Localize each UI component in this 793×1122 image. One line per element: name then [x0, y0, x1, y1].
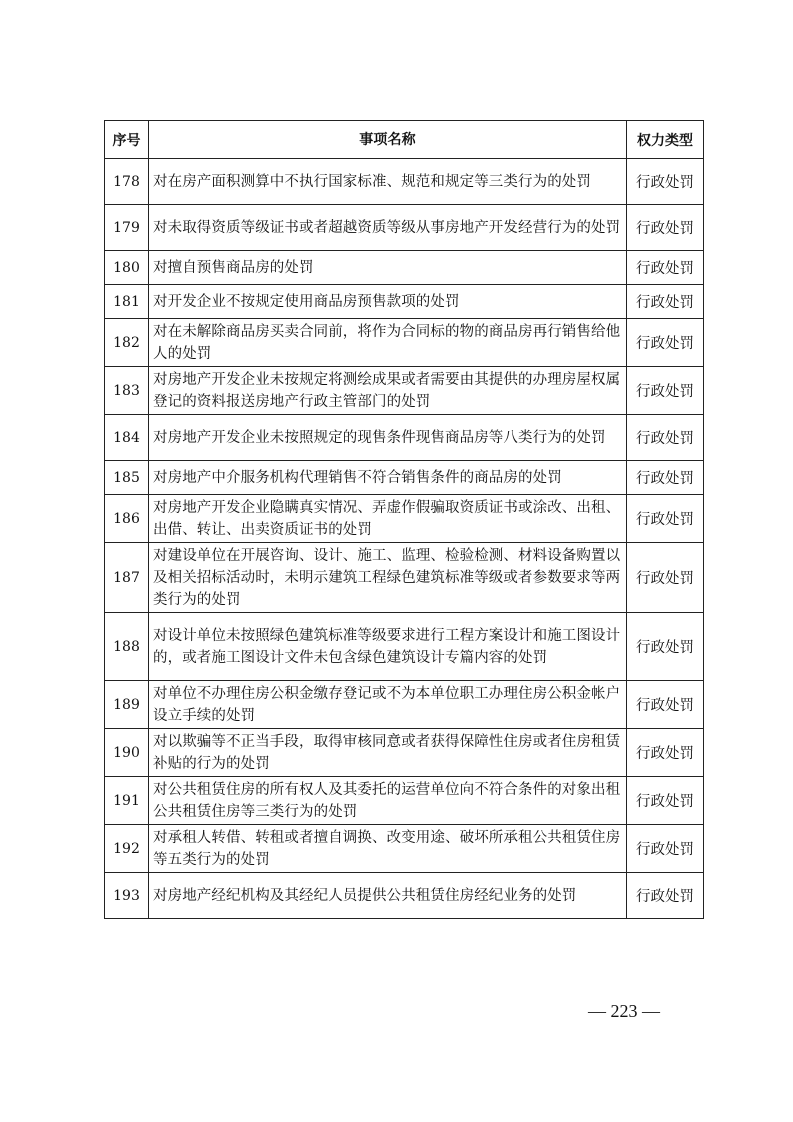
row-number: 183: [105, 367, 149, 415]
row-number: 187: [105, 543, 149, 613]
row-name: 对在未解除商品房买卖合同前，将作为合同标的物的商品房再行销售给他人的处罚: [149, 319, 627, 367]
row-name: 对承租人转借、转租或者擅自调换、改变用途、破坏所承租公共租赁住房等五类行为的处罚: [149, 825, 627, 873]
row-type: 行政处罚: [627, 543, 704, 613]
row-number: 184: [105, 415, 149, 461]
row-number: 186: [105, 495, 149, 543]
row-type: 行政处罚: [627, 415, 704, 461]
row-name: 对建设单位在开展咨询、设计、施工、监理、检验检测、材料设备购置以及相关招标活动时，未明示建筑工程绿色建筑标准等级或者参数要求等两类行为的处罚: [149, 543, 627, 613]
row-name: 对擅自预售商品房的处罚: [149, 251, 627, 285]
table-row: [105, 543, 704, 613]
row-name: 对在房产面积测算中不执行国家标准、规范和规定等三类行为的处罚: [149, 159, 627, 205]
header-no: 序号: [105, 121, 149, 159]
table-row: [105, 873, 704, 919]
row-type: 行政处罚: [627, 825, 704, 873]
row-type: 行政处罚: [627, 873, 704, 919]
table-row: [105, 159, 704, 205]
row-type: 行政处罚: [627, 285, 704, 319]
row-number: 182: [105, 319, 149, 367]
page-number: — 223 —: [588, 1001, 660, 1021]
row-number: 191: [105, 777, 149, 825]
row-name: 对房地产中介服务机构代理销售不符合销售条件的商品房的处罚: [149, 461, 627, 495]
table-header-row: [105, 121, 704, 159]
table-row: [105, 613, 704, 681]
row-type: 行政处罚: [627, 251, 704, 285]
row-type: 行政处罚: [627, 319, 704, 367]
row-number: 178: [105, 159, 149, 205]
row-name: 对房地产经纪机构及其经纪人员提供公共租赁住房经纪业务的处罚: [149, 873, 627, 919]
table-row: [105, 251, 704, 285]
header-type: 权力类型: [627, 121, 704, 159]
table-row: [105, 681, 704, 729]
row-name: 对设计单位未按照绿色建筑标准等级要求进行工程方案设计和施工图设计的，或者施工图设计文件未包含绿色建筑设计专篇内容的处罚: [149, 613, 627, 681]
table-row: [105, 319, 704, 367]
row-number: 179: [105, 205, 149, 251]
table-row: [105, 495, 704, 543]
table-row: [105, 461, 704, 495]
table-row: [105, 285, 704, 319]
row-name: 对房地产开发企业未按照规定的现售条件现售商品房等八类行为的处罚: [149, 415, 627, 461]
row-number: 180: [105, 251, 149, 285]
row-name: 对房地产开发企业隐瞒真实情况、弄虚作假骗取资质证书或涂改、出租、出借、转让、出卖资质证书的处罚: [149, 495, 627, 543]
row-number: 188: [105, 613, 149, 681]
header-name: 事项名称: [149, 121, 627, 159]
row-number: 185: [105, 461, 149, 495]
row-name: 对以欺骗等不正当手段，取得审核同意或者获得保障性住房或者住房租赁补贴的行为的处罚: [149, 729, 627, 777]
row-name: 对未取得资质等级证书或者超越资质等级从事房地产开发经营行为的处罚: [149, 205, 627, 251]
row-number: 192: [105, 825, 149, 873]
row-type: 行政处罚: [627, 777, 704, 825]
table-row: [105, 729, 704, 777]
row-name: 对开发企业不按规定使用商品房预售款项的处罚: [149, 285, 627, 319]
table-row: [105, 777, 704, 825]
row-number: 193: [105, 873, 149, 919]
row-type: 行政处罚: [627, 729, 704, 777]
table-body: [105, 159, 704, 919]
table-row: [105, 205, 704, 251]
row-number: 190: [105, 729, 149, 777]
row-type: 行政处罚: [627, 613, 704, 681]
row-type: 行政处罚: [627, 159, 704, 205]
table-row: [105, 415, 704, 461]
row-type: 行政处罚: [627, 461, 704, 495]
table-row: [105, 367, 704, 415]
row-type: 行政处罚: [627, 367, 704, 415]
row-name: 对单位不办理住房公积金缴存登记或不为本单位职工办理住房公积金帐户设立手续的处罚: [149, 681, 627, 729]
row-type: 行政处罚: [627, 205, 704, 251]
row-number: 189: [105, 681, 149, 729]
row-name: 对公共租赁住房的所有权人及其委托的运营单位向不符合条件的对象出租公共租赁住房等三类行为的处罚: [149, 777, 627, 825]
row-type: 行政处罚: [627, 495, 704, 543]
row-name: 对房地产开发企业未按规定将测绘成果或者需要由其提供的办理房屋权属登记的资料报送房地产行政主管部门的处罚: [149, 367, 627, 415]
powers-table: [104, 120, 704, 919]
table-row: [105, 825, 704, 873]
row-number: 181: [105, 285, 149, 319]
row-type: 行政处罚: [627, 681, 704, 729]
